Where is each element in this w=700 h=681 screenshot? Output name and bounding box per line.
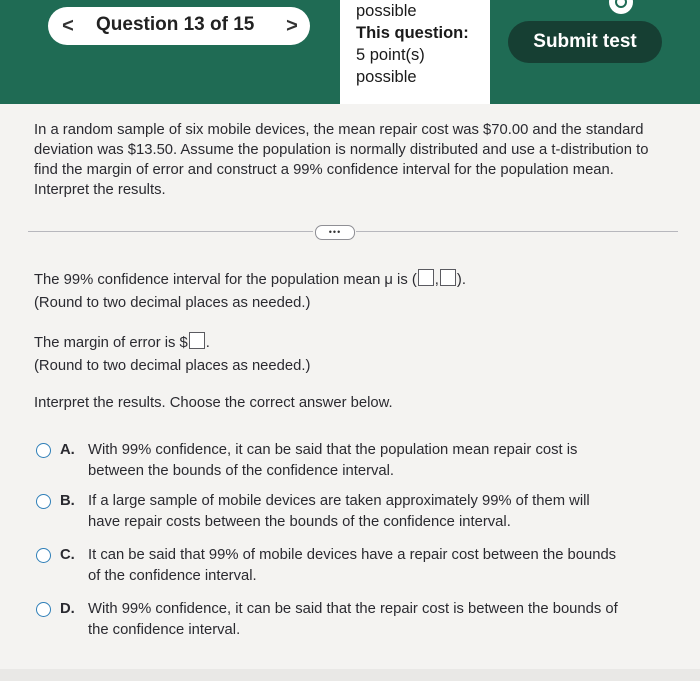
question-counter: Question 13 of 15 <box>96 14 255 35</box>
more-dots: ••• <box>328 227 342 237</box>
problem-statement: In a random sample of six mobile devices, the mean repair cost was $70.00 and the standard deviation was $13.50. Assume the population is normally distributed and use a t-distribution to find the margin of error and construct a 99% confidence interval for the population mean. Interpret the results. <box>34 122 649 198</box>
option-text <box>88 491 668 533</box>
interval-separator: , <box>434 272 439 288</box>
interval-lower-input[interactable] <box>418 269 434 286</box>
option-text <box>88 440 668 482</box>
margin-question <box>34 332 210 354</box>
score-line-4: possible <box>356 68 417 86</box>
score-text <box>356 0 486 88</box>
radio-button-d[interactable] <box>36 602 51 617</box>
radio-button-a[interactable] <box>36 443 51 458</box>
interval-hint: (Round to two decimal places as needed.) <box>34 295 311 311</box>
radio-button-b[interactable] <box>36 494 51 509</box>
interval-suffix: ). <box>456 272 466 288</box>
option-text <box>88 599 668 641</box>
interpret-prompt: Interpret the results. Choose the correct answer below. <box>34 395 393 411</box>
interval-question <box>34 269 466 291</box>
option-line: If a large sample of mobile devices are taken approximately 99% of them will <box>88 493 590 509</box>
option-text <box>88 545 668 587</box>
option-letter: A. <box>60 442 75 458</box>
score-line-3: 5 point(s) <box>356 46 425 64</box>
divider <box>356 231 678 232</box>
submit-test-button[interactable]: Submit test <box>508 21 662 63</box>
margin-prefix: The margin of error is $ <box>34 335 188 351</box>
divider <box>28 231 313 232</box>
radio-button-c[interactable] <box>36 548 51 563</box>
option-line: With 99% confidence, it can be said that the repair cost is between the bounds of <box>88 601 618 617</box>
margin-input[interactable] <box>189 332 205 349</box>
option-line: have repair costs between the bounds of the confidence interval. <box>88 514 511 530</box>
option-letter: D. <box>60 601 75 617</box>
option-line: It can be said that 99% of mobile devices have a repair cost between the bounds <box>88 547 617 563</box>
more-button[interactable] <box>315 225 355 240</box>
option-letter: B. <box>60 493 75 509</box>
interval-upper-input[interactable] <box>440 269 456 286</box>
option-line: the confidence interval. <box>88 622 241 638</box>
score-line-1: possible <box>356 2 417 20</box>
option-line: With 99% confidence, it can be said that the population mean repair cost is <box>88 442 578 458</box>
chevron-left-icon[interactable]: < <box>62 14 74 37</box>
bottom-edge <box>0 669 700 681</box>
option-line: between the bounds of the confidence interval. <box>88 463 395 479</box>
chevron-right-icon[interactable]: > <box>286 14 298 37</box>
option-letter: C. <box>60 547 75 563</box>
score-line-2: This question: <box>356 24 469 42</box>
margin-suffix: . <box>205 335 210 351</box>
margin-hint: (Round to two decimal places as needed.) <box>34 358 311 374</box>
option-line: of the confidence interval. <box>88 568 257 584</box>
interval-prefix: The 99% confidence interval for the population mean μ is ( <box>34 272 417 288</box>
